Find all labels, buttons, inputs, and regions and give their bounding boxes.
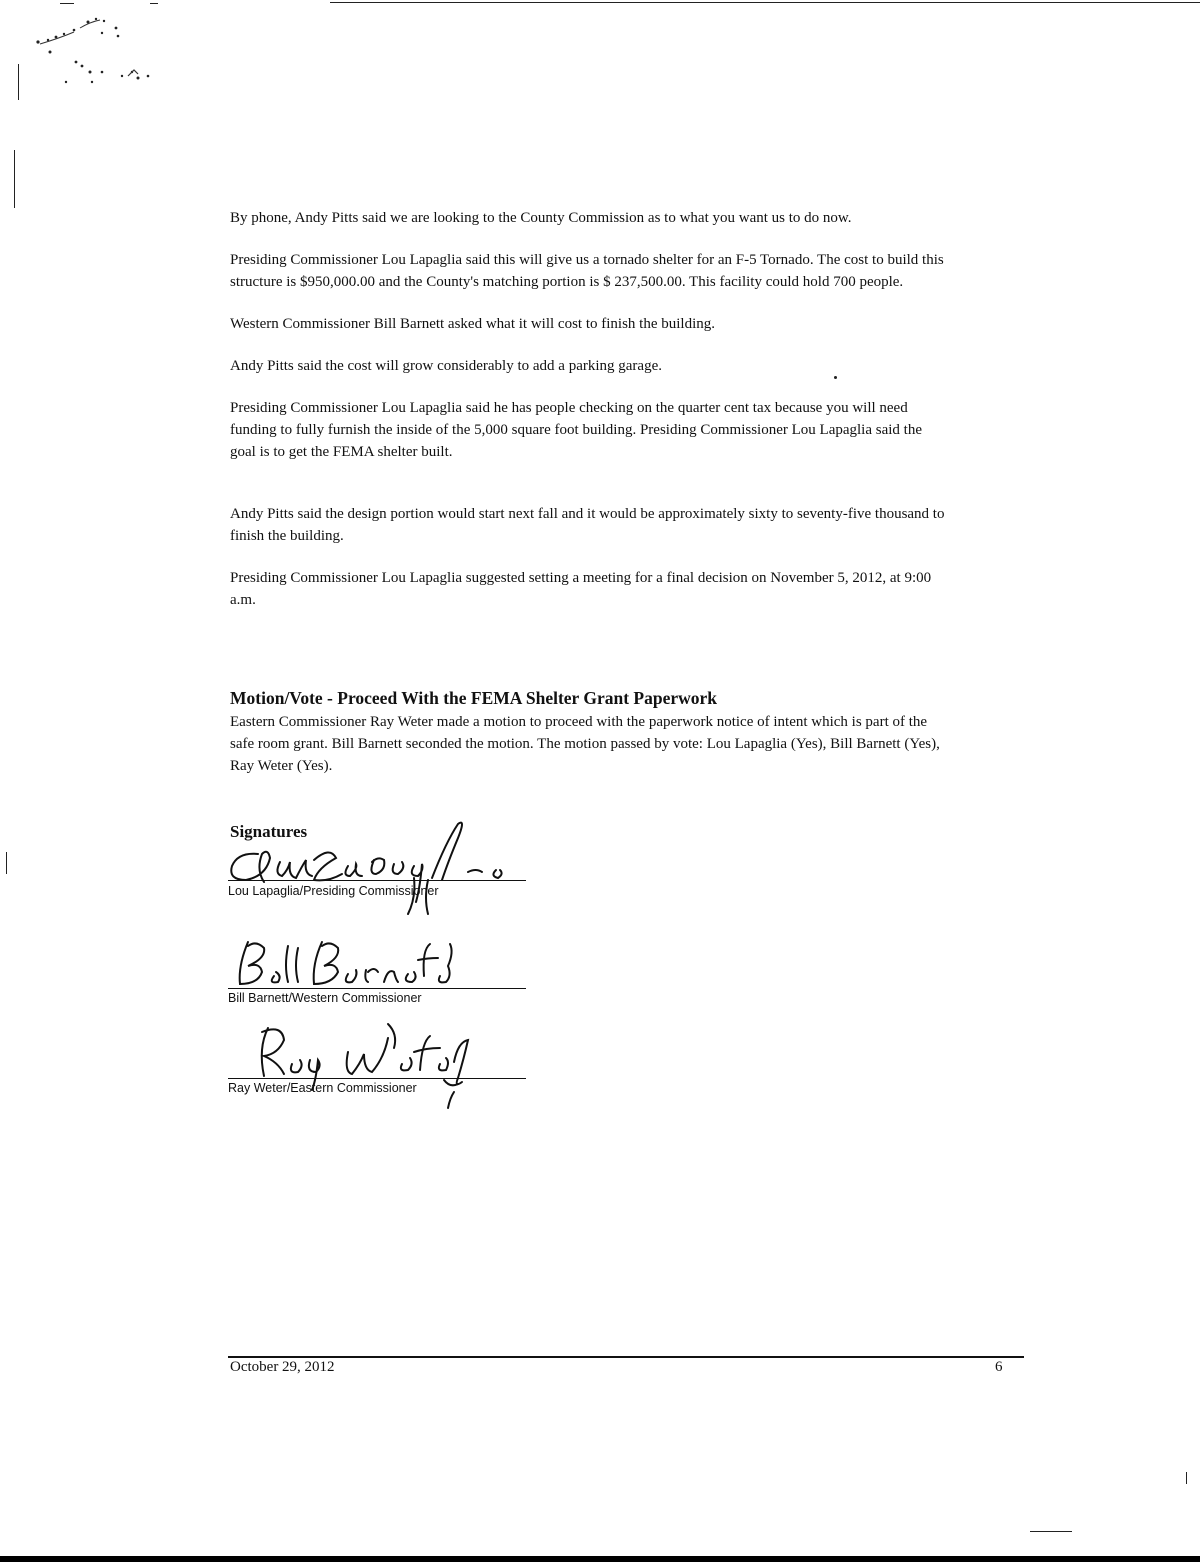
signature-line <box>228 988 526 989</box>
paragraph: Presiding Commissioner Lou Lapaglia suggested setting a meeting for a final decision on November 5, 2012, at 9:00 a.m. <box>230 570 932 608</box>
signatures-heading: Signatures <box>230 822 308 841</box>
scan-top-edge <box>0 2 1200 12</box>
footer-date: October 29, 2012 <box>230 1359 335 1375</box>
signature-block-lapaglia <box>228 818 526 908</box>
signature-caption: Lou Lapaglia/Presiding Commissioner <box>228 884 439 898</box>
signature-caption: Bill Barnett/Western Commissioner <box>228 991 422 1005</box>
paragraph: Presiding Commissioner Lou Lapaglia said he has people checking on the quarter cent tax because you will need funding to fully furnish the inside of the 5,000 square foot building. Presiding Commissioner Lou Lapaglia said the goal is to get the FEMA shelter built. <box>230 400 922 460</box>
paragraph: Presiding Commissioner Lou Lapaglia said this will give us a tornado shelter for an F-5 Tornado. The cost to build this structure is $950,000.00 and the County's matching portion is $ 237,500.00. This facility could hold 700 people. <box>230 252 944 290</box>
scan-margin-mark <box>6 852 7 874</box>
signature-line <box>228 1078 526 1079</box>
scan-margin-mark <box>1186 1472 1187 1484</box>
page-number: 6 <box>995 1359 1003 1375</box>
signature-block-weter <box>228 1018 526 1118</box>
motion-heading: Motion/Vote - Proceed With the FEMA Shelter Grant Paperwork <box>230 688 718 708</box>
footer-rule <box>228 1356 1024 1358</box>
handwritten-signature-barnett <box>218 936 518 996</box>
motion-text: Eastern Commissioner Ray Weter made a motion to proceed with the paperwork notice of intent which is part of the safe room grant. Bill Barnett seconded the motion. The motion passed by vote: Lou Lapaglia (Yes), Bill Barnett (Yes), Ray Weter (Yes). <box>230 714 940 774</box>
scan-speckle-graphic <box>30 14 160 94</box>
handwritten-signature-weter <box>218 1018 518 1118</box>
signature-block-barnett <box>228 940 526 1010</box>
minutes-body <box>230 207 950 631</box>
signature-caption: Ray Weter/Eastern Commissioner <box>228 1081 417 1095</box>
scan-margin-mark <box>1030 1531 1072 1532</box>
paragraph: Western Commissioner Bill Barnett asked what it will cost to finish the building. <box>230 316 715 332</box>
handwritten-signature-lapaglia <box>218 818 528 918</box>
paragraph: Andy Pitts said the cost will grow considerably to add a parking garage. <box>230 358 662 374</box>
paragraph: By phone, Andy Pitts said we are looking to the County Commission as to what you want us to do now. <box>230 210 852 226</box>
scan-bottom-edge <box>0 1556 1200 1562</box>
scan-margin-mark <box>14 150 15 208</box>
scan-margin-mark <box>18 64 19 100</box>
paragraph: Andy Pitts said the design portion would start next fall and it would be approximately sixty to seventy-five thousand to finish the building. <box>230 506 945 544</box>
signature-line <box>228 880 526 881</box>
